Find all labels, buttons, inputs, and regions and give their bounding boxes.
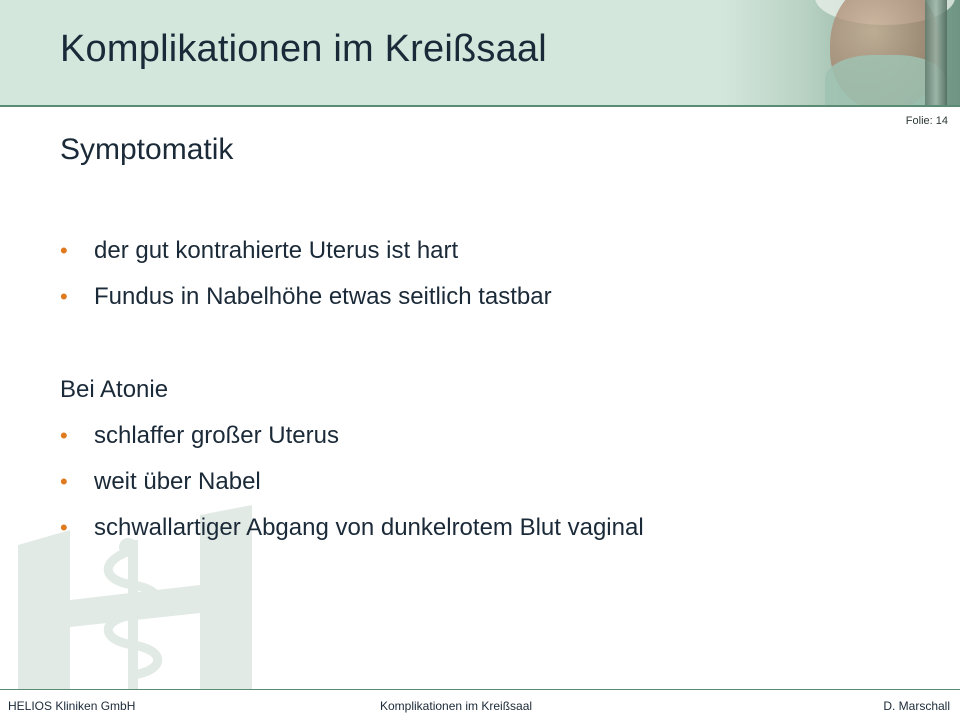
symptom-list xyxy=(60,228,552,320)
footer-author: D. Marschall xyxy=(883,699,950,713)
bullet-icon: • xyxy=(60,423,68,448)
slide-number: Folie: 14 xyxy=(905,115,948,127)
list-item xyxy=(60,228,552,274)
list-item-text: schwallartiger Abgang von dunkelrotem Blut vaginal xyxy=(94,514,644,541)
bullet-icon: • xyxy=(60,238,68,263)
slide-subtitle: Symptomatik xyxy=(60,133,234,166)
slide-header xyxy=(0,0,960,106)
list-item xyxy=(60,413,644,459)
footer-divider xyxy=(0,689,960,690)
atonie-list xyxy=(60,413,644,551)
bullet-icon: • xyxy=(60,515,68,540)
list-item xyxy=(60,505,644,551)
list-item-text: der gut kontrahierte Uterus ist hart xyxy=(94,237,459,264)
section-heading: Bei Atonie xyxy=(60,376,169,403)
slide-title: Komplikationen im Kreißsaal xyxy=(60,28,547,70)
list-item xyxy=(60,274,552,320)
bullet-icon: • xyxy=(60,284,68,309)
header-photo xyxy=(720,0,960,106)
list-item-text: Fundus in Nabelhöhe etwas seitlich tastbar xyxy=(94,283,552,310)
list-item-text: weit über Nabel xyxy=(94,468,261,495)
list-item xyxy=(60,459,644,505)
list-item-text: schlaffer großer Uterus xyxy=(94,422,339,449)
pole-shape xyxy=(925,0,947,106)
header-divider xyxy=(0,105,960,107)
footer-presentation-title: Komplikationen im Kreißsaal xyxy=(380,699,533,713)
bullet-icon: • xyxy=(60,469,68,494)
footer-company: HELIOS Kliniken GmbH xyxy=(8,699,136,713)
